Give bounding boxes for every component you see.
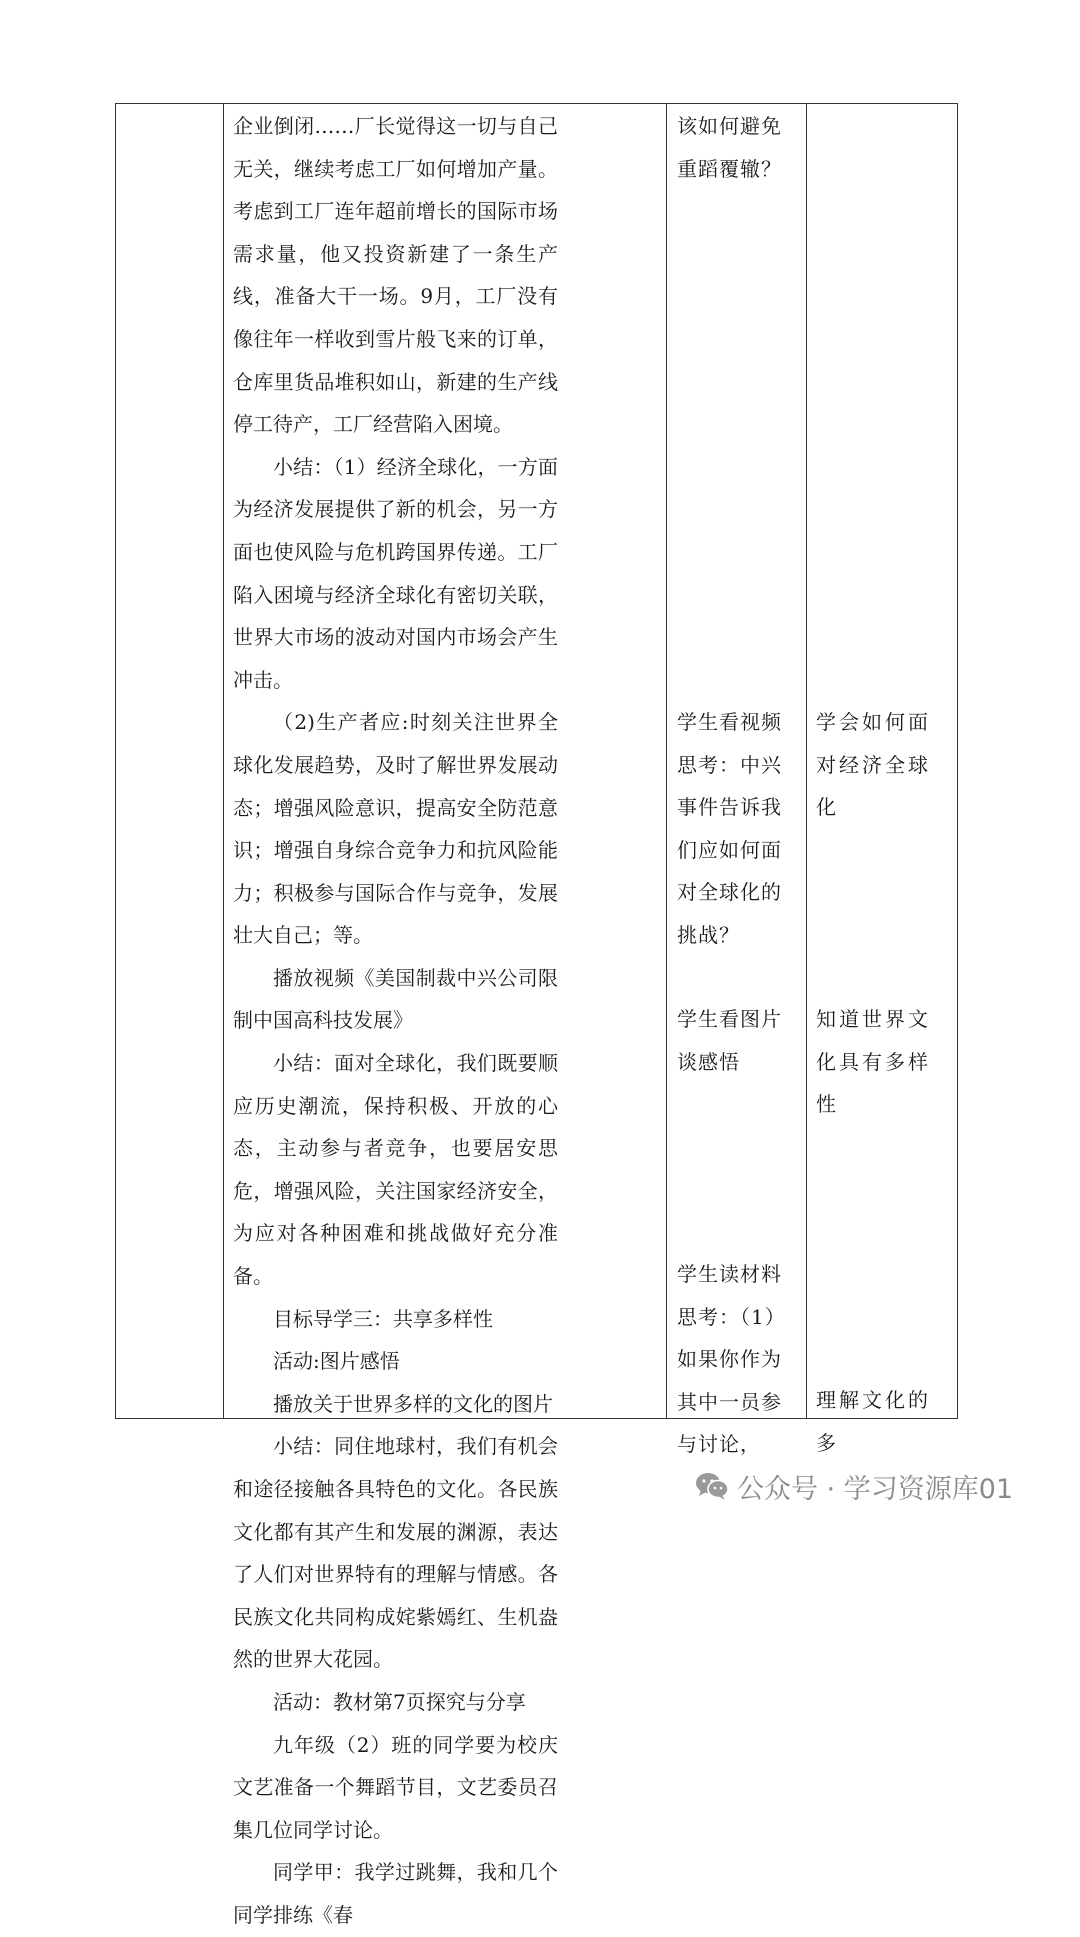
paragraph-factory-story: 企业倒闭……厂长觉得这一切与自己无关，继续考虑工厂如何增加产量。考虑到工厂连年超前增长的国际市场需求量，他又投资新建了一条生产线，准备大干一场。9月，工厂没有像往年一样收到雪片般飞来的订单，仓库里货品堆积如山，新建的生产线停工待产，工厂经营陷入困境。: [233, 114, 558, 437]
paragraph-goal-3: 目标导学三：共享多样性: [273, 1306, 493, 1331]
column-divider: [806, 104, 807, 1418]
paragraph-video: 播放视频《美国制裁中兴公司限制中国高科技发展》: [233, 965, 558, 1033]
wechat-icon: [695, 1471, 729, 1501]
watermark: [695, 1466, 1013, 1506]
teaching-process-column: [233, 105, 558, 1937]
watermark-text: 公众号 · 学习资源库01: [737, 1473, 1014, 1505]
design-intent-2: 知道世界文化具有多样性: [816, 1007, 931, 1117]
paragraph-student-a: 同学甲：我学过跳舞，我和几个同学排练《春: [233, 1860, 558, 1927]
paragraph-producer-advice: （2)生产者应:时刻关注世界全球化发展趋势，及时了解世界发展动态；增强风险意识，提高安全防范意识；增强自身综合竞争力和抗风险能力；积极参与国际合作与竞争，发展壮大自己；等。: [233, 710, 558, 948]
paragraph-summary-culture: 小结：同住地球村，我们有机会和途径接触各具特色的文化。各民族文化都有其产生和发展的渊源，表达了人们对世界特有的理解与情感。各民族文化共同构成姹紫嫣红、生机盎然的世界大花园。: [233, 1434, 558, 1672]
design-intent-1: 学会如何面对经济全球化: [816, 710, 931, 820]
student-activity-2: 学生看视频思考：中兴事件告诉我们应如何面对全球化的挑战？: [677, 710, 782, 947]
paragraph-play-pictures: 播放关于世界多样的文化的图片: [273, 1391, 553, 1416]
design-intent-3: 理解文化的多: [816, 1388, 931, 1455]
paragraph-summary-globalization: 小结：面对全球化，我们既要顺应历史潮流，保持积极、开放的心态，主动参与者竞争，也要居安思危，增强风险，关注国家经济安全，为应对各种困难和挑战做好充分准备。: [233, 1051, 558, 1289]
student-activity-1: 该如何避免重蹈覆辙？: [677, 114, 782, 181]
paragraph-activity-textbook: 活动：教材第7页探究与分享: [273, 1689, 526, 1714]
column-divider: [666, 104, 667, 1418]
paragraph-activity-pictures: 活动:图片感悟: [273, 1349, 400, 1374]
column-divider: [223, 104, 224, 1418]
student-activity-3: 学生看图片谈感悟: [677, 1007, 782, 1074]
paragraph-class-dance: 九年级（2）班的同学要为校庆文艺准备一个舞蹈节目，文艺委员召集几位同学讨论。: [233, 1732, 558, 1842]
student-activity-4: 学生读材料思考：（1）如果你作为其中一员参与讨论，: [677, 1262, 786, 1457]
paragraph-summary-1: 小结：（1）经济全球化，一方面为经济发展提供了新的机会，另一方面也使风险与危机跨国界传递。工厂陷入困境与经济全球化有密切关联，世界大市场的波动对国内市场会产生冲击。: [233, 454, 558, 692]
